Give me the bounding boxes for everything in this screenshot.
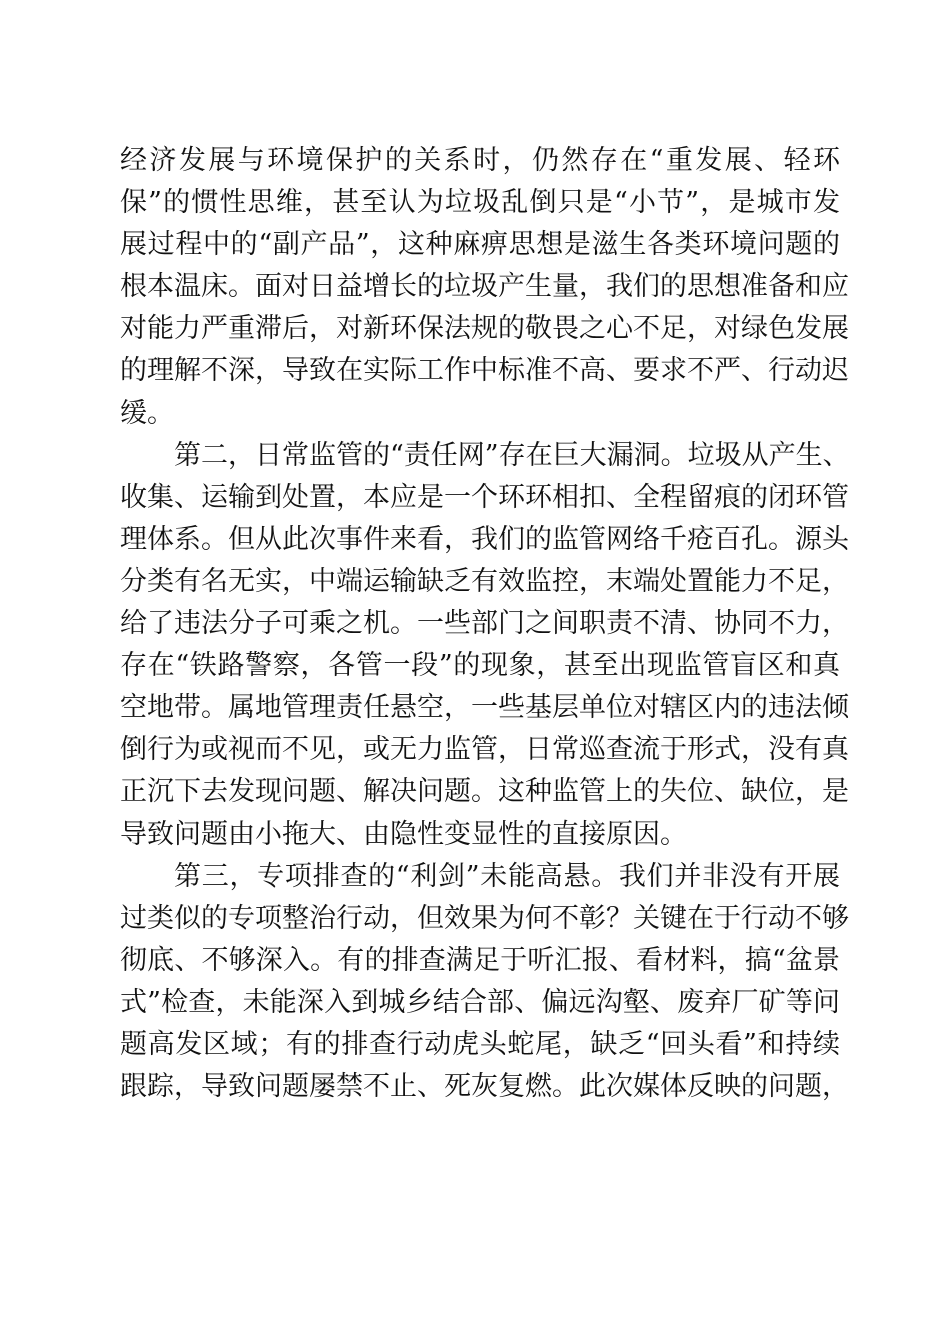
text-line: 跟踪，导致问题屡禁不止、死灰复燃。此次媒体反映的问题， xyxy=(120,1071,849,1103)
text-line: 缓。 xyxy=(120,397,174,429)
body-text xyxy=(120,140,850,1108)
text-line: 空地带。属地管理责任悬空，一些基层单位对辖区内的违法倾 xyxy=(120,692,849,724)
text-line: 倒行为或视而不见，或无力监管，日常巡查流于形式，没有真 xyxy=(120,734,849,766)
text-line: 收集、运输到处置，本应是一个环环相扣、全程留痕的闭环管 xyxy=(120,481,849,513)
text-line: 导致问题由小拖大、由隐性变显性的直接原因。 xyxy=(120,818,687,850)
paragraph-1 xyxy=(120,140,849,435)
text-line: 式”检查，未能深入到城乡结合部、偏远沟壑、废弃厂矿等问 xyxy=(120,986,840,1018)
text-line: 彻底、不够深入。有的排查满足于听汇报、看材料，搞“盆景 xyxy=(120,944,840,976)
text-line: 存在“铁路警察，各管一段”的现象，甚至出现监管盲区和真 xyxy=(120,650,840,682)
text-line: 分类有名无实，中端运输缺乏有效监控，末端处置能力不足， xyxy=(120,565,849,597)
text-line: 保”的惯性思维，甚至认为垃圾乱倒只是“小节”，是城市发 xyxy=(120,187,840,219)
text-line: 经济发展与环境保护的关系时，仍然存在“重发展、轻环 xyxy=(120,145,840,176)
text-line: 题高发区域；有的排查行动虎头蛇尾，缺乏“回头看”和持续 xyxy=(120,1028,840,1060)
text-line: 过类似的专项整治行动，但效果为何不彰？关键在于行动不够 xyxy=(120,902,849,934)
text-line: 第二，日常监管的“责任网”存在巨大漏洞。垃圾从产生、 xyxy=(174,439,850,471)
text-line: 根本温床。面对日益增长的垃圾产生量，我们的思想准备和应 xyxy=(120,271,849,303)
text-line: 第三，专项排查的“利剑”未能高悬。我们并非没有开展 xyxy=(174,860,840,892)
text-line: 理体系。但从此次事件来看，我们的监管网络千疮百孔。源头 xyxy=(120,523,849,555)
text-line: 给了违法分子可乘之机。一些部门之间职责不清、协同不力， xyxy=(120,608,849,640)
paragraph-3 xyxy=(120,856,849,1109)
paragraph-2 xyxy=(120,435,850,856)
text-line: 对能力严重滞后，对新环保法规的敬畏之心不足，对绿色发展 xyxy=(120,313,849,345)
text-line: 的理解不深，导致在实际工作中标准不高、要求不严、行动迟 xyxy=(120,355,849,387)
text-line: 正沉下去发现问题、解决问题。这种监管上的失位、缺位，是 xyxy=(120,776,849,808)
text-line: 展过程中的“副产品”，这种麻痹思想是滋生各类环境问题的 xyxy=(120,229,840,261)
